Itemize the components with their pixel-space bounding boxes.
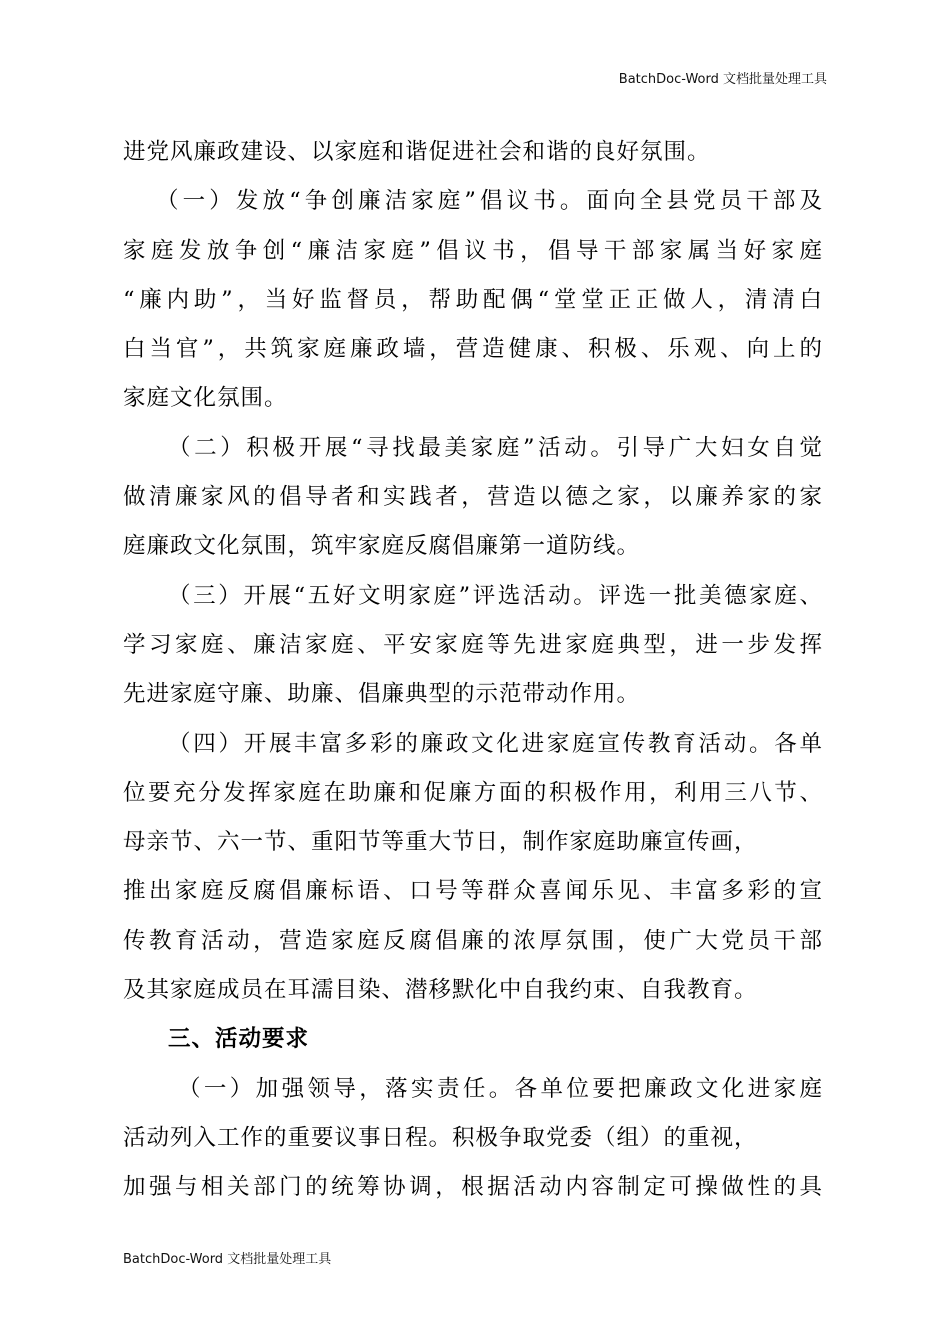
paragraph-line: 活动列入工作的重要议事日程。积极争取党委（组）的重视， — [123, 1124, 758, 1151]
paragraph-line: “廉内助”，当好监督员，帮助配偶“堂堂正正做人，清清白 — [123, 286, 823, 313]
page-header: BatchDoc-Word 文档批量处理工具 — [618, 72, 827, 87]
paragraph-line: （一）发放“争创廉洁家庭”倡议书。面向全县党员干部及 — [156, 188, 823, 215]
page-footer: BatchDoc-Word 文档批量处理工具 — [123, 1252, 332, 1267]
paragraph-line: 白当官”，共筑家庭廉政墙，营造健康、积极、乐观、向上的 — [123, 336, 823, 363]
paragraph-line: 进党风廉政建设、以家庭和谐促进社会和谐的良好氛围。 — [123, 139, 711, 165]
paragraph-line: 及其家庭成员在耳濡目染、潜移默化中自我约束、自我教育。 — [123, 977, 758, 1004]
paragraph-line: 做清廉家风的倡导者和实践者，营造以德之家，以廉养家的家 — [123, 484, 823, 511]
paragraph-line: 母亲节、六一节、重阳节等重大节日，制作家庭助廉宣传画， — [123, 829, 758, 856]
paragraph-line: 家庭文化氛围。 — [123, 385, 288, 412]
paragraph-line: （三）开展“五好文明家庭”评选活动。评选一批美德家庭、 — [168, 582, 823, 609]
paragraph-line: 学习家庭、廉洁家庭、平安家庭等先进家庭典型，进一步发挥 — [123, 631, 823, 658]
paragraph-line: （四）开展丰富多彩的廉政文化进家庭宣传教育活动。各单 — [168, 730, 823, 757]
paragraph-line: 推出家庭反腐倡廉标语、口号等群众喜闻乐见、丰富多彩的宣 — [123, 878, 823, 905]
paragraph-line: （二）积极开展“寻找最美家庭”活动。引导广大妇女自觉 — [168, 434, 823, 461]
paragraph-line: 加强与相关部门的统筹协调，根据活动内容制定可操做性的具 — [123, 1174, 823, 1201]
paragraph-line: 家庭发放争创“廉洁家庭”倡议书，倡导干部家属当好家庭 — [123, 237, 823, 264]
paragraph-line: 位要充分发挥家庭在助廉和促廉方面的积极作用，利用三八节、 — [123, 779, 823, 806]
document-body — [123, 128, 823, 1213]
paragraph-line: （一）加强领导，落实责任。各单位要把廉政文化进家庭 — [178, 1075, 823, 1102]
paragraph-line: 庭廉政文化氛围，筑牢家庭反腐倡廉第一道防线。 — [123, 533, 641, 560]
paragraph-line: 传教育活动，营造家庭反腐倡廉的浓厚氛围，使广大党员干部 — [123, 927, 823, 954]
paragraph-line: 先进家庭守廉、助廉、倡廉典型的示范带动作用。 — [123, 681, 641, 708]
section-heading: 三、活动要求 — [168, 1026, 310, 1053]
